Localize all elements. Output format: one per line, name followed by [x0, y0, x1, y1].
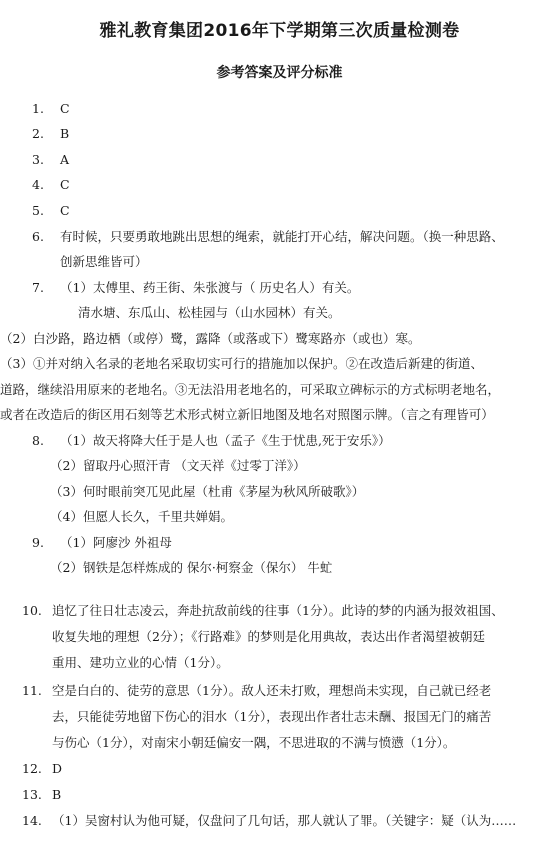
page-title: 雅礼教育集团2016年下学期第三次质量检测卷 — [99, 21, 460, 41]
question-number: 4. — [32, 177, 44, 192]
answer-line: （1）阿廖沙 外祖母 — [60, 535, 172, 550]
answer-line: 道路，继续沿用原来的老地名。③无法沿用老地名的，可采取立碑标示的方式标明老地名， — [0, 382, 501, 397]
answer-line: 与伤心（1分），对南宋小朝廷偏安一隅，不思进取的不满与愤懑（1分）。 — [52, 735, 456, 750]
answer-line: （2）白沙路，路边栖（或停）鹭，露降（或落或下）鹭寒路亦（或也）寒。 — [0, 331, 421, 346]
question-number: 8. — [32, 433, 44, 448]
answer-line: （3）何时眼前突兀见此屋（杜甫《茅屋为秋风所破歌》） — [50, 484, 365, 499]
answer-line: （1）故天将降大任于是人也（孟子《生于忧患,死于安乐》） — [60, 433, 391, 448]
answer-text: C — [60, 203, 70, 218]
answer-line: （3）①并对纳入名录的老地名采取切实可行的措施加以保护。②在改造后新建的街道、 — [0, 356, 483, 371]
answer-line: 或者在改造后的街区用石刻等艺术形式树立新旧地图及地名对照图示牌。（言之有理皆可） — [0, 407, 494, 422]
question-number: 12. — [22, 761, 42, 776]
answer-line: （1）吴窗村认为他可疑，仅盘问了几句话，那人就认了罪。（关键字：疑（认为…… — [52, 813, 517, 828]
question-number: 1. — [32, 101, 44, 116]
answer-line: 有时候，只要勇敢地跳出思想的绳索，就能打开心结，解决问题。（换一种思路、 — [60, 229, 504, 244]
answer-line: （2）钢铁是怎样炼成的 保尔·柯察金（保尔） 牛虻 — [50, 560, 333, 575]
answer-text: D — [52, 761, 63, 776]
answer-line: 重用、建功立业的心情（1分）。 — [52, 655, 229, 670]
question-number: 6. — [32, 229, 44, 244]
question-number: 9. — [32, 535, 44, 550]
question-number: 14. — [22, 813, 42, 828]
answer-line: （1）太傅里、药王街、朱张渡与（ 历史名人）有关。 — [60, 280, 360, 295]
answer-line: （2）留取丹心照汗青 （文天祥《过零丁洋》） — [50, 458, 306, 473]
question-number: 2. — [32, 126, 44, 141]
answer-text: B — [52, 787, 62, 802]
question-number: 11. — [22, 683, 42, 698]
question-number: 3. — [32, 152, 44, 167]
answer-line: 空是白白的、徒劳的意思（1分）。敌人还未打败，理想尚未实现，自己就已经老 — [52, 683, 492, 698]
answer-line: 创新思维皆可） — [60, 254, 148, 269]
answer-text: B — [60, 126, 70, 141]
answer-line: 追忆了往日壮志凌云，奔赴抗敌前线的往事（1分）。此诗的梦的内涵为报效祖国、 — [52, 603, 504, 618]
answer-text: A — [60, 152, 70, 167]
answer-line: 收复失地的理想（2分）；《行路难》的梦则是化用典故，表达出作者渴望被朝廷 — [52, 629, 485, 644]
page-subtitle: 参考答案及评分标准 — [216, 65, 343, 81]
answer-line: （4）但愿人长久，千里共婵娟。 — [50, 509, 233, 524]
answer-text: C — [60, 177, 70, 192]
question-number: 10. — [22, 603, 42, 618]
answer-text: C — [60, 101, 70, 116]
question-number: 7. — [32, 280, 44, 295]
question-number: 5. — [32, 203, 44, 218]
question-number: 13. — [22, 787, 42, 802]
answer-line: 清水塘、东瓜山、松桂园与（山水园林）有关。 — [78, 305, 341, 320]
answer-line: 去，只能徒劳地留下伤心的泪水（1分），表现出作者壮志未酬、报国无门的痛苦 — [52, 709, 492, 724]
